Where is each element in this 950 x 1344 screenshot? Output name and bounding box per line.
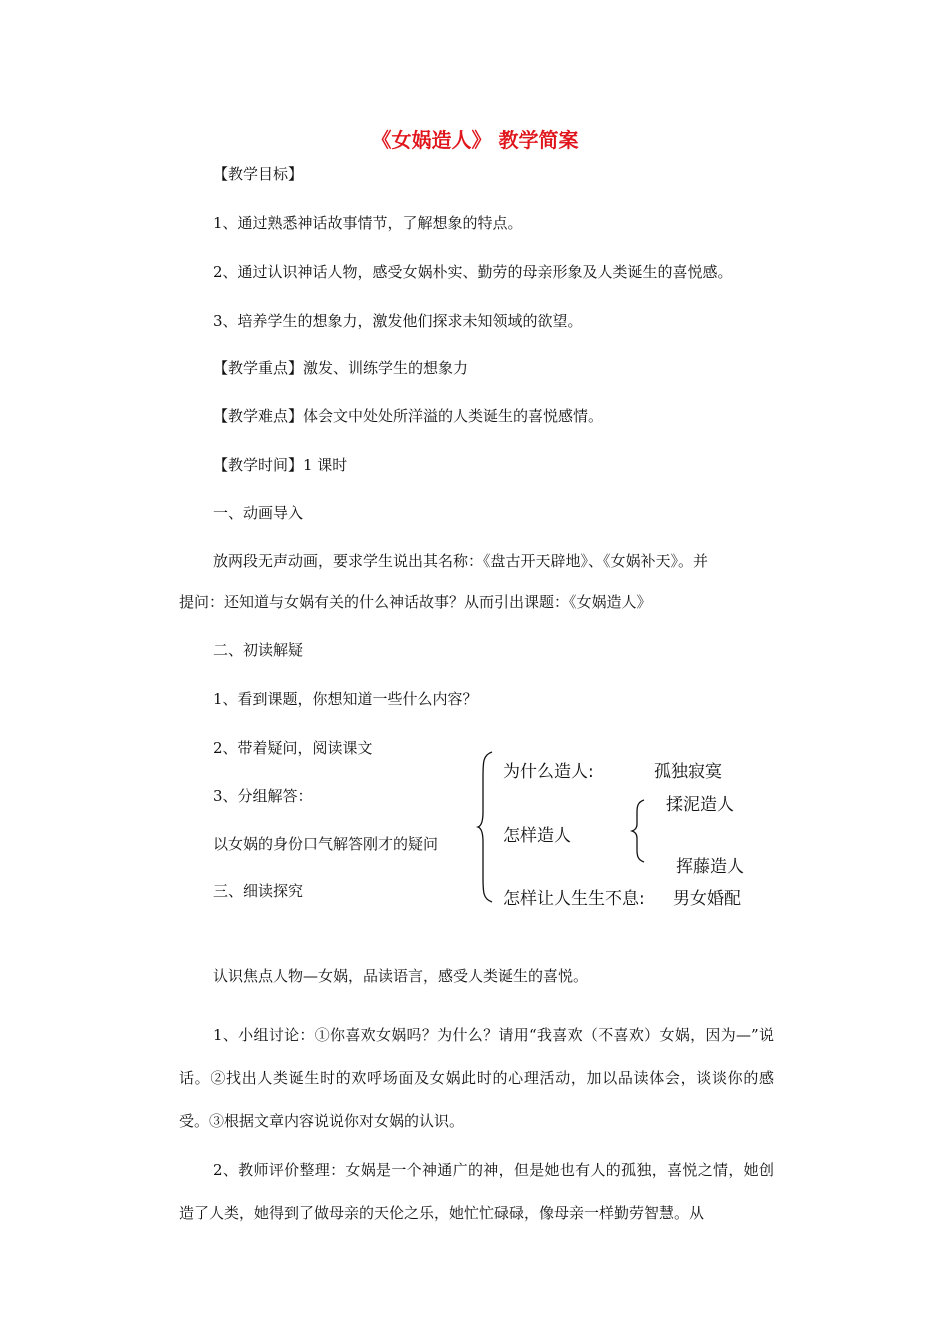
lesson-time: 【教学时间】1 课时 [213, 456, 348, 474]
objective-item-2: 2、通过认识神话人物，感受女娲朴实、勤劳的母亲形象及人类诞生的喜悦感。 [213, 263, 733, 281]
section3-heading: 三、细读探究 [213, 882, 304, 900]
section2-item-2: 2、带着疑问，阅读课文 [213, 739, 373, 757]
section1-heading: 一、动画导入 [213, 504, 304, 522]
diagram-continue-label: 怎样让人生生不息: [503, 889, 645, 909]
diagram-how-label: 怎样造人 [503, 826, 571, 846]
section2-item-1: 1、看到课题，你想知道一些什么内容？ [213, 690, 478, 708]
outer-brace [478, 752, 494, 902]
difficulty: 【教学难点】体会文中处处所洋溢的人类诞生的喜悦感情。 [213, 407, 604, 425]
key-point: 【教学重点】激发、训练学生的想象力 [213, 359, 469, 377]
inner-brace [630, 800, 646, 862]
section3-intro: 认识焦点人物—女娲，品读语言，感受人类诞生的喜悦。 [213, 967, 589, 985]
section2-item-3: 3、分组解答： [213, 787, 313, 805]
objective-item-1: 1、通过熟悉神话故事情节，了解想象的特点。 [213, 214, 523, 232]
diagram-how-sub2: 挥藤造人 [676, 857, 744, 877]
diagram-continue-answer: 男女婚配 [673, 889, 741, 909]
diagram-why-label: 为什么造人: [503, 762, 594, 782]
section1-line2: 提问：还知道与女娲有关的什么神话故事？从而引出课题：《女娲造人》 [179, 593, 652, 611]
objectives-heading: 【教学目标】 [213, 165, 304, 183]
document-title: 《女娲造人》 教学简案 [371, 128, 579, 152]
section2-heading: 二、初读解疑 [213, 641, 304, 659]
section2-item-4: 以女娲的身份口气解答刚才的疑问 [213, 835, 439, 853]
objective-item-3: 3、培养学生的想象力，激发他们探求未知领域的欲望。 [213, 312, 583, 330]
section1-line1: 放两段无声动画，要求学生说出其名称：《盘古开天辟地》、《女娲补天》。并 [213, 552, 709, 570]
section3-para1: 1、小组讨论：①你喜欢女娲吗？为什么？请用“我喜欢（不喜欢）女娲，因为—”说话。②找出人类诞生时的欢呼场面及女娲此时的心理活动，加以品读体会，谈谈你的感受。③根据文章内容说说你对女娲的认识。 [179, 1026, 774, 1130]
section3-para2: 2、教师评价整理：女娲是一个神通广的神，但是她也有人的孤独，喜悦之情，她创造了人类，她得到了做母亲的天伦之乐，她忙忙碌碌，像母亲一样勤劳智慧。从 [179, 1161, 774, 1222]
diagram-why-answer: 孤独寂寞 [654, 762, 722, 782]
diagram-how-sub1: 揉泥造人 [666, 795, 734, 815]
